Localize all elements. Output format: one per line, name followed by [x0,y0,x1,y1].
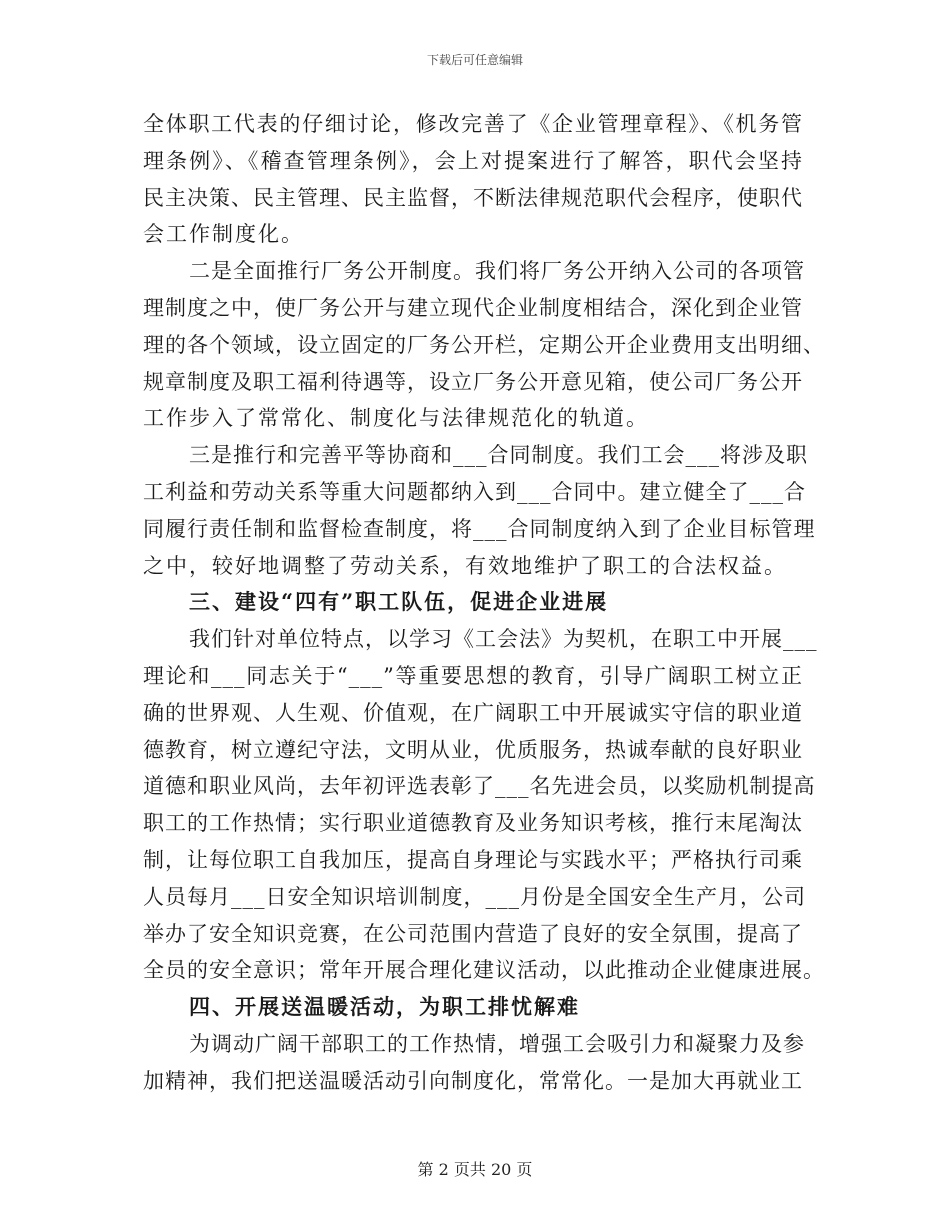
body-line: 全体职工代表的仔细讨论，修改完善了《企业管理章程》、《机务管 [143,112,803,136]
body-line: 理制度之中，使厂务公开与建立现代企业制度相结合，深化到企业管 [143,295,803,320]
body-line: 工作步入了常常化、制度化与法律规范化的轨道。 [143,406,649,431]
paragraph-start-line: 三是推行和完善平等协商和___合同制度。我们工会___将涉及职 [189,443,808,468]
body-line: 制，让每位职工自我加压，提高自身理论与实践水平；严格执行司乘 [143,847,803,872]
body-line: 规章制度及职工福利待遇等，设立厂务公开意见箱，使公司厂务公开 [143,369,803,394]
body-line: 职工的工作热情；实行职业道德教育及业务知识考核，推行末尾淘汰 [143,811,803,836]
body-line: 会工作制度化。 [143,222,304,247]
section-heading: 四、开展送温暖活动，为职工排忧解难 [189,994,580,1020]
paragraph-start-line: 我们针对单位特点，以学习《工会法》为契机，在职工中开展___ [189,627,818,652]
body-line: 民主决策、民主管理、民主监督，不断法律规范职代会程序，使职代 [143,185,803,210]
body-line: 理条例》、《稽查管理条例》，会上对提案进行了解答，职代会坚持 [143,148,803,173]
body-line: 加精神，我们把送温暖活动引向制度化，常常化。一是加大再就业工 [143,1068,803,1093]
body-line: 之中，较好地调整了劳动关系，有效地维护了职工的合法权益。 [143,553,787,578]
section-heading: 三、建设“四有”职工队伍，促进企业进展 [189,589,609,615]
body-line: 理论和___同志关于“___”等重要思想的教育，引导广阔职工树立正 [143,663,803,688]
paragraph-start-line: 二是全面推行厂务公开制度。我们将厂务公开纳入公司的各项管 [189,259,805,284]
body-line: 举办了安全知识竞赛，在公司范围内营造了良好的安全氛围，提高了 [143,921,803,946]
body-line: 德教育，树立遵纪守法，文明从业，优质服务，热诚奉献的良好职业 [143,737,803,762]
body-line: 确的世界观、人生观、价值观，在广阔职工中开展诚实守信的职业道 [143,700,803,725]
page-header: 下载后可任意编辑 [426,53,523,67]
body-line: 理的各个领域，设立固定的厂务公开栏，定期公开企业费用支出明细、 [143,332,825,357]
document-body [143,106,825,1100]
body-line: 工利益和劳动关系等重大问题都纳入到___合同中。建立健全了___合 [143,479,806,504]
page-footer: 第 2 页共 20 页 [417,1160,533,1179]
body-line: 全员的安全意识；常年开展合理化建议活动，以此推动企业健康进展。 [143,958,825,983]
body-line: 道德和职业风尚，去年初评选表彰了___名先进会员，以奖励机制提高 [143,774,816,799]
body-line: 人员每月___日安全知识培训制度，___月份是全国安全生产月，公司 [143,884,806,909]
body-line: 同履行责任制和监督检查制度，将___合同制度纳入到了企业目标管理 [143,516,816,541]
paragraph-start-line: 为调动广阔干部职工的工作热情，增强工会吸引力和凝聚力及参 [189,1031,805,1056]
